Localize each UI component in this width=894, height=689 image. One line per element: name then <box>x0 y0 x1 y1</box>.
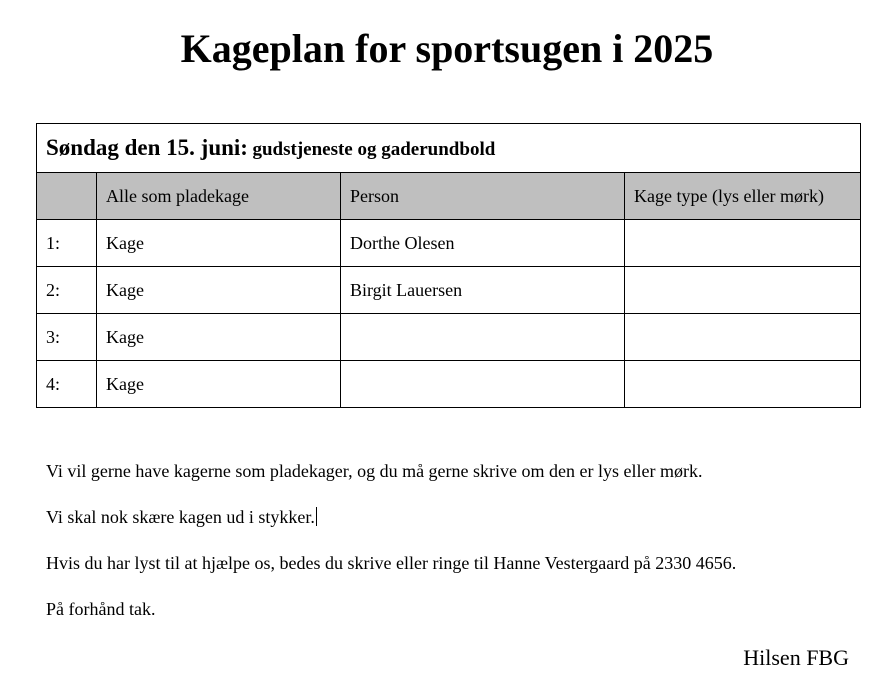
notes-section <box>46 460 866 644</box>
header-cake-type[interactable]: Kage type (lys eller mørk) <box>625 173 861 220</box>
note-paragraph[interactable] <box>46 506 866 529</box>
header-person[interactable]: Person <box>341 173 625 220</box>
header-number[interactable] <box>37 173 97 220</box>
note-paragraph[interactable]: Vi vil gerne have kagerne som pladekager, og du må gerne skrive om den er lys eller mørk. <box>46 461 703 481</box>
day-cell[interactable] <box>37 124 861 173</box>
row-item[interactable]: Kage <box>97 314 341 361</box>
row-number[interactable]: 4: <box>37 361 97 408</box>
cake-plan-table <box>36 123 861 408</box>
row-cake-type[interactable] <box>625 361 861 408</box>
row-person[interactable]: Birgit Lauersen <box>341 267 625 314</box>
document-title: Kageplan for sportsugen i 2025 <box>180 26 714 71</box>
header-row <box>37 173 861 220</box>
row-number[interactable]: 1: <box>37 220 97 267</box>
table-row <box>37 361 861 408</box>
table-row <box>37 314 861 361</box>
row-cake-type[interactable] <box>625 220 861 267</box>
day-row <box>37 124 861 173</box>
note-paragraph[interactable]: Hvis du har lyst til at hjælpe os, bedes du skrive eller ringe til Hanne Vestergaard på 2330 4656. <box>46 553 737 573</box>
row-person[interactable]: Dorthe Olesen <box>341 220 625 267</box>
row-person[interactable] <box>341 314 625 361</box>
row-number[interactable]: 2: <box>37 267 97 314</box>
row-item[interactable]: Kage <box>97 220 341 267</box>
row-cake-type[interactable] <box>625 314 861 361</box>
day-label: Søndag den 15. juni: <box>46 135 248 160</box>
row-item[interactable]: Kage <box>97 361 341 408</box>
note-paragraph[interactable]: På forhånd tak. <box>46 599 156 619</box>
table-row <box>37 267 861 314</box>
table-row <box>37 220 861 267</box>
row-item[interactable]: Kage <box>97 267 341 314</box>
note-text: Vi skal nok skære kagen ud i stykker. <box>46 507 315 527</box>
signature[interactable]: Hilsen FBG <box>743 645 849 670</box>
row-cake-type[interactable] <box>625 267 861 314</box>
row-number[interactable]: 3: <box>37 314 97 361</box>
row-person[interactable] <box>341 361 625 408</box>
header-item[interactable]: Alle som pladekage <box>97 173 341 220</box>
text-cursor <box>316 507 317 526</box>
day-event: gudstjeneste og gaderundbold <box>252 139 496 160</box>
